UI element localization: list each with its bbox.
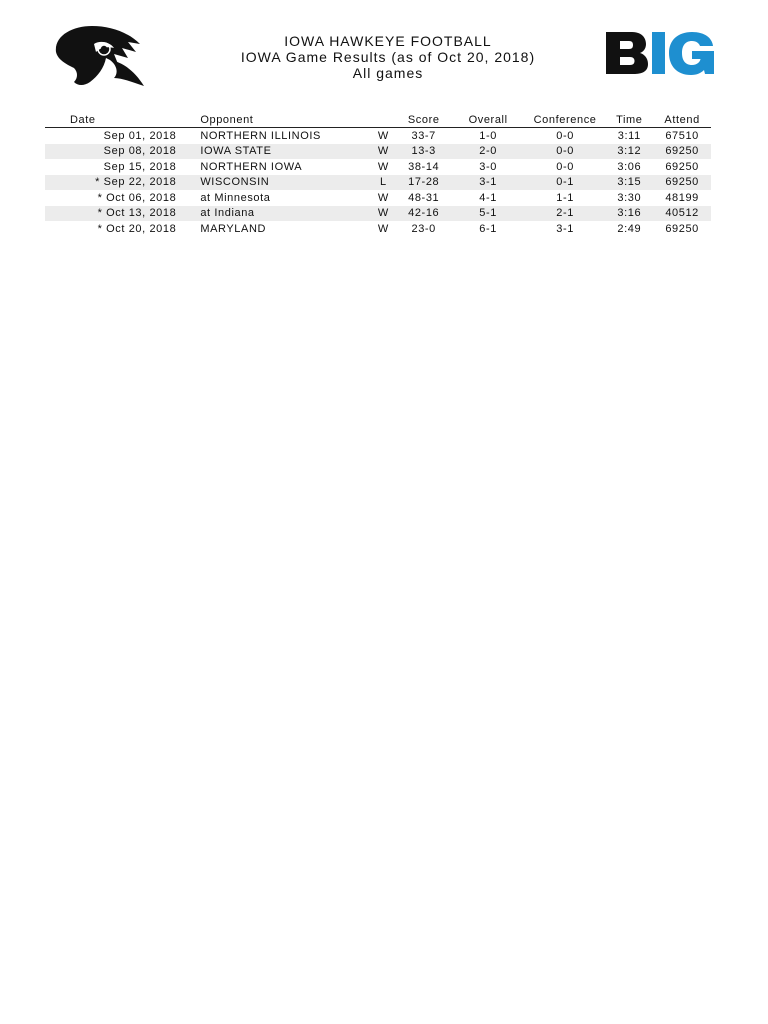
cell-overall: 4-1	[479, 191, 497, 204]
col-result	[371, 113, 396, 128]
cell-conference: 0-1	[525, 175, 606, 191]
cell-attend: 48199	[665, 191, 699, 204]
cell-date: * Sep 22, 2018	[45, 175, 180, 191]
cell-result: W	[377, 191, 389, 204]
cell-attend: 40512	[653, 206, 711, 222]
cell-opponent: IOWA STATE	[180, 144, 370, 160]
cell-result: L	[371, 175, 396, 191]
col-overall: Overall	[451, 113, 524, 128]
cell-score: 13-3	[396, 144, 451, 160]
cell-opponent: at Indiana	[180, 206, 370, 222]
cell-overall: 3-1	[451, 175, 524, 191]
cell-score: 48-31	[408, 191, 440, 204]
hawkeye-logo-icon	[48, 22, 148, 90]
cell-score: 38-14	[408, 160, 440, 173]
title-line-3: All games	[352, 65, 424, 81]
cell-date: Sep 08, 2018	[45, 144, 180, 160]
col-date: Date	[45, 113, 180, 128]
cell-attend: 67510	[665, 129, 699, 142]
cell-result: W	[371, 206, 396, 222]
cell-opponent: MARYLAND	[200, 222, 267, 235]
report-title-block	[188, 33, 588, 81]
cell-conference: 0-0	[525, 144, 606, 160]
cell-attend: 69250	[665, 160, 699, 173]
col-conference: Conference	[525, 113, 606, 128]
cell-overall: 1-0	[479, 129, 497, 142]
cell-overall: 2-0	[451, 144, 524, 160]
cell-attend: 69250	[653, 175, 711, 191]
cell-time: 3:15	[605, 175, 653, 191]
table-row	[45, 206, 711, 222]
cell-overall: 5-1	[451, 206, 524, 222]
cell-overall: 3-0	[479, 160, 497, 173]
cell-date: * Oct 13, 2018	[45, 206, 180, 222]
cell-opponent: at Minnesota	[200, 191, 271, 204]
cell-score: 17-28	[396, 175, 451, 191]
col-attend: Attend	[653, 113, 711, 128]
cell-attend: 69250	[665, 222, 699, 235]
col-score: Score	[396, 113, 451, 128]
cell-score: 33-7	[411, 129, 436, 142]
table-row	[45, 128, 711, 144]
cell-time: 3:11	[617, 129, 641, 142]
cell-conference: 0-0	[556, 160, 574, 173]
cell-score: 42-16	[396, 206, 451, 222]
cell-result: W	[377, 222, 389, 235]
cell-date: * Oct 20, 2018	[97, 222, 177, 235]
table-header-row	[45, 113, 711, 128]
cell-opponent: NORTHERN ILLINOIS	[200, 129, 321, 142]
cell-conference: 0-0	[556, 129, 574, 142]
col-opponent: Opponent	[180, 113, 370, 128]
table-row	[45, 175, 711, 191]
cell-time: 3:16	[605, 206, 653, 222]
cell-opponent: NORTHERN IOWA	[200, 160, 303, 173]
cell-conference: 2-1	[525, 206, 606, 222]
cell-score: 23-0	[411, 222, 436, 235]
cell-opponent: WISCONSIN	[180, 175, 370, 191]
cell-time: 3:06	[617, 160, 642, 173]
big-ten-logo	[604, 30, 720, 76]
table-row	[45, 159, 711, 175]
table-row	[45, 190, 711, 206]
cell-result: W	[371, 144, 396, 160]
cell-date: Sep 01, 2018	[103, 129, 177, 142]
cell-date: * Oct 06, 2018	[97, 191, 177, 204]
cell-result: W	[377, 160, 389, 173]
cell-conference: 1-1	[556, 191, 574, 204]
title-line-2: IOWA Game Results (as of Oct 20, 2018)	[240, 49, 536, 65]
cell-attend: 69250	[653, 144, 711, 160]
game-results-table	[45, 113, 711, 237]
cell-result: W	[377, 129, 389, 142]
cell-date: Sep 15, 2018	[103, 160, 177, 173]
cell-time: 3:12	[605, 144, 653, 160]
cell-conference: 3-1	[556, 222, 574, 235]
cell-time: 2:49	[617, 222, 642, 235]
cell-time: 3:30	[617, 191, 642, 204]
table-row	[45, 221, 711, 237]
cell-overall: 6-1	[479, 222, 497, 235]
col-time: Time	[605, 113, 653, 128]
table-row	[45, 144, 711, 160]
title-line-1: IOWA HAWKEYE FOOTBALL	[284, 33, 492, 49]
